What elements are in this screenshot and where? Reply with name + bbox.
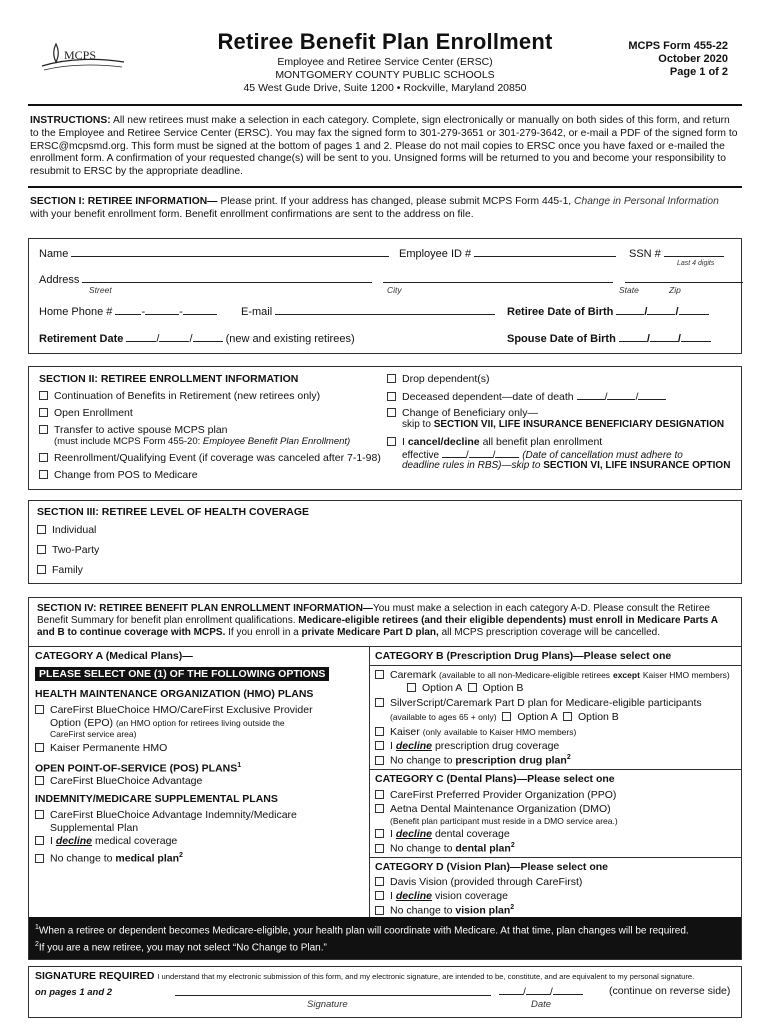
footnote-2-text: If you are a new retiree, you may not select “No Change to Plan.” (38, 942, 327, 954)
signature-statement: I understand that my electronic submission of this form, and my electronic signature, are intended to be, constitute, and are equivalent to my personal signature. (157, 972, 695, 981)
section1-text-b: with your benefit enrollment form. Benefit enrollment confirmations are sent to the address on file. (30, 208, 474, 220)
option-label: Open Enrollment (54, 407, 133, 419)
option-label: Continuation of Benefits in Retirement (new retirees only) (54, 390, 321, 402)
footnote-ref-2: 2 (510, 842, 515, 849)
continuation-option[interactable] (39, 390, 320, 403)
pos-to-medicare-option[interactable] (39, 469, 198, 482)
drop-dependent-option[interactable] (387, 373, 490, 386)
section4-intro-a: You must make a selection in each category A-D. Please consult the Retiree Benefit Summary for benefit plan enrollment qualifications. (37, 603, 710, 626)
slash: / (549, 986, 553, 998)
caremark-note-a: (available to all non-Medicare-eligible retirees (439, 670, 611, 680)
instructions-divider (28, 186, 742, 188)
section4-box (28, 597, 742, 960)
no-change-dental-option[interactable] (375, 842, 515, 856)
form-title: Retiree Benefit Plan Enrollment (217, 29, 553, 54)
form-date: October 2020 (658, 53, 728, 65)
decline-rx-option[interactable] (375, 740, 559, 753)
cat-c-top-divider (369, 769, 741, 770)
no-change-rx-option[interactable] (375, 754, 571, 768)
ret-slash-2: / (189, 333, 193, 345)
checkbox[interactable] (375, 804, 384, 813)
option-label: Drop dependent(s) (402, 373, 490, 385)
indemnity-option[interactable] (35, 809, 297, 822)
option-label: Individual (52, 524, 97, 536)
slash: / (523, 986, 526, 998)
category-grid (29, 646, 741, 917)
carefirst-advantage-option[interactable] (35, 775, 202, 788)
option-label: Kaiser (390, 726, 420, 738)
two-party-option[interactable] (37, 544, 99, 557)
checkbox[interactable] (39, 391, 48, 400)
section1-box (28, 238, 742, 354)
logo-text: MCPS (64, 48, 97, 62)
slash: / (635, 391, 639, 403)
epo-note: (an HMO option for retirees living outside the (115, 718, 285, 728)
kaiser-rx-option[interactable] (375, 726, 576, 739)
section1-text-a: Please print. If your address has changed, please submit MCPS Form 445-1, (220, 196, 572, 207)
date-field[interactable] (499, 985, 583, 999)
checkbox[interactable] (35, 743, 44, 752)
option-label: CareFirst BlueChoice HMO/CareFirst Exclusive Provider (50, 704, 313, 716)
spouse-dob-field[interactable] (507, 332, 711, 347)
footnote-1-num: 1 (35, 924, 39, 931)
ppo-option[interactable] (375, 789, 616, 802)
org-address: 45 West Gude Drive, Suite 1200 • Rockville, Maryland 20850 (243, 81, 527, 94)
reenrollment-option[interactable] (39, 452, 381, 465)
section1-intro (30, 196, 740, 222)
option-label: Davis Vision (provided through CareFirst) (390, 876, 583, 888)
checkbox[interactable] (375, 756, 384, 765)
option-label: Reenrollment/Qualifying Event (if coverage was canceled after 7-1-98) (54, 452, 381, 464)
davis-option[interactable] (375, 876, 582, 889)
checkbox[interactable] (375, 877, 384, 886)
section1-form-ref: Change in Personal Information (574, 196, 719, 207)
family-option[interactable] (37, 564, 83, 577)
footnote-1-text: When a retiree or dependent becomes Medicare-eligible, your health plan will coordinate with Medicare. At that time, plan changes will be required. (38, 925, 689, 937)
cat-b-divider (369, 665, 741, 666)
org-name: Employee and Retiree Service Center (ERSC) (277, 55, 493, 68)
decline-i: I (390, 740, 393, 752)
vision-coverage: vision coverage (434, 890, 508, 902)
indemnity-cont: Supplemental Plan (50, 822, 139, 834)
hmo-heading: HEALTH MAINTENANCE ORGANIZATION (HMO) PLANS (35, 688, 314, 700)
checkbox[interactable] (375, 829, 384, 838)
footnote-ref-2: 2 (510, 904, 515, 911)
footnote-2-num: 2 (35, 941, 39, 949)
section4-intro-b: If you enroll in a (228, 627, 299, 638)
continue-note: (continue on reverse side) (609, 985, 731, 997)
checkbox[interactable] (387, 408, 396, 417)
footnotes (29, 917, 741, 959)
checkbox[interactable] (375, 790, 384, 799)
effective-label: effective (402, 450, 440, 461)
checkbox[interactable] (35, 836, 44, 845)
caremark-note-b: Kaiser HMO members) (642, 670, 730, 680)
retirement-note: (new and existing retirees) (225, 333, 355, 345)
checkbox[interactable] (407, 683, 416, 692)
option-b-label: Option B (577, 711, 619, 723)
checkbox[interactable] (375, 844, 384, 853)
instructions-text: All new retirees must make a selection in each category. Complete, sign electronically or manually on both sides of this form, and return to the Employee and Retiree Service Center (ERSC). You may fax the signed form to 301-279-3651 or 301-279-3642, or e-mail a PDF of the signed form to ERSC@mcpsmd.org. This form must be signed at the bottom of pages 1 and 2. Please do not mail copies to ERSC once you have faxed or e-mailed the enrollment form. A confirmation of your requested change(s) will be sent to you. Unsigned forms will be returned to you and become your responsibility to resubmit to ERSC by the appropriate deadline. (30, 115, 738, 178)
retirement-date-label: Retirement Date (39, 333, 124, 345)
no-change-vision-option[interactable] (375, 904, 514, 918)
checkbox[interactable] (387, 374, 396, 383)
state-sub: State (619, 285, 639, 295)
signature-box (28, 966, 742, 1018)
caremark-option[interactable] (375, 669, 730, 682)
dental-coverage: dental coverage (434, 828, 510, 840)
decline-i: I (390, 828, 393, 840)
carefirst-epo-option[interactable] (35, 704, 313, 717)
dmo-option[interactable] (375, 803, 611, 816)
section1-label: SECTION I: RETIREE INFORMATION— (30, 196, 218, 207)
option-label: Family (52, 564, 83, 576)
signature-label: SIGNATURE REQUIRED (35, 970, 155, 982)
spouse-dob-label: Spouse Date of Birth (507, 333, 616, 345)
vision-plan: vision plan (455, 904, 511, 917)
category-divider (369, 647, 370, 918)
name-label: Name (39, 248, 69, 260)
checkbox[interactable] (39, 453, 48, 462)
open-enrollment-option[interactable] (39, 407, 133, 420)
signature-line[interactable] (175, 995, 491, 996)
checkbox[interactable] (39, 408, 48, 417)
cancel-skip (402, 460, 730, 473)
caremark-options (407, 682, 523, 695)
section4-intro-bold2: private Medicare Part D plan, (301, 627, 439, 638)
option-label: Transfer to active spouse MCPS plan (54, 424, 228, 436)
category-d-title: CATEGORY D (Vision Plan)—Please select one (375, 861, 609, 873)
cancel-i: I (402, 436, 405, 448)
checkbox[interactable] (39, 425, 48, 434)
medical-plan: medical plan (115, 852, 179, 865)
header-divider (28, 104, 742, 106)
option-label: CareFirst BlueChoice Advantage (50, 775, 203, 787)
medical-coverage: medical coverage (94, 835, 178, 847)
instructions-label: INSTRUCTIONS: (30, 115, 111, 126)
footnote-1 (35, 921, 735, 938)
decline-word: decline (55, 835, 93, 847)
district-name: MONTGOMERY COUNTY PUBLIC SCHOOLS (275, 68, 495, 81)
street-sub: Street (89, 285, 112, 295)
no-change-text: No change to (390, 754, 453, 767)
kaiser-note-b: available to Kaiser HMO members) (444, 727, 577, 737)
dob-slash-2: / (675, 306, 679, 318)
decline-vision-option[interactable] (375, 890, 508, 903)
option-label: SilverScript/Caremark Part D plan for Medicare-eligible participants (390, 697, 702, 709)
address-label: Address (39, 274, 80, 286)
checkbox[interactable] (387, 437, 396, 446)
individual-option[interactable] (37, 524, 96, 537)
kaiser-hmo-option[interactable] (35, 742, 167, 755)
decline-word: decline (395, 740, 433, 752)
option-label: CareFirst BlueChoice Advantage Indemnity/Medicare (50, 809, 297, 821)
no-change-medical-option[interactable] (35, 852, 183, 866)
retirement-date-field[interactable] (39, 332, 355, 347)
option-label: Change from POS to Medicare (54, 469, 198, 481)
footnote-2 (35, 938, 735, 955)
footnote-ref-2: 2 (179, 852, 183, 859)
cancel-text: all benefit plan enrollment (482, 436, 603, 448)
checkbox[interactable] (37, 565, 46, 574)
epo-note-2: CareFirst service area) (50, 729, 137, 739)
checkbox[interactable] (375, 891, 384, 900)
option-label: Two-Party (52, 544, 100, 556)
cancel-decline: cancel/decline (407, 436, 480, 448)
checkbox[interactable] (35, 705, 44, 714)
phone-dash-1: - (141, 306, 146, 318)
transfer-note (54, 436, 350, 448)
checkbox[interactable] (35, 810, 44, 819)
option-label: Deceased dependent—date of death (402, 391, 574, 403)
category-b-title: CATEGORY B (Prescription Drug Plans)—Please select one (375, 650, 672, 662)
transfer-note-a: (must include MCPS Form 455-20: (54, 436, 201, 447)
dental-plan: dental plan (455, 842, 511, 855)
deceased-option[interactable] (387, 390, 666, 404)
indemnity-heading: INDEMNITY/MEDICARE SUPPLEMENTAL PLANS (35, 793, 278, 805)
checkbox[interactable] (35, 776, 44, 785)
pos-heading-text: OPEN POINT-OF-SERVICE (POS) PLANS (35, 762, 238, 775)
option-label: CareFirst Preferred Provider Organization (PPO) (390, 789, 617, 801)
option-a-label: Option A (422, 682, 462, 694)
email-field[interactable] (241, 305, 495, 320)
date-caption: Date (531, 999, 552, 1010)
name-field[interactable] (39, 247, 389, 262)
checkbox[interactable] (375, 698, 384, 707)
sdob-slash-2: / (677, 333, 681, 345)
no-change-text: No change to (390, 842, 453, 855)
no-change-text: No change to (390, 904, 453, 917)
slash: / (492, 450, 496, 461)
select-one-text: PLEASE SELECT ONE (1) OF THE FOLLOWING OPTIONS (35, 667, 329, 681)
caremark-except: except (612, 670, 640, 680)
instructions (30, 115, 740, 179)
rx-plan: prescription drug plan (455, 754, 567, 767)
ssn-label: SSN # (629, 248, 661, 260)
option-label: Aetna Dental Maintenance Organization (DMO) (390, 803, 611, 815)
checkbox[interactable] (375, 906, 384, 915)
checkbox[interactable] (387, 392, 396, 401)
decline-word: decline (395, 828, 433, 840)
slash: / (465, 450, 469, 461)
section3-box (28, 500, 742, 584)
dmo-note: (Benefit plan participant must reside in a DMO service area.) (390, 816, 618, 826)
cancel-note: (Date of cancellation must adhere to (522, 450, 683, 461)
skip-section-vii: SECTION VII, LIFE INSURANCE BENEFICIARY DESIGNATION (433, 419, 725, 430)
silverscript-sub (390, 711, 619, 724)
decline-dental-option[interactable] (375, 828, 510, 841)
decline-medical-option[interactable] (35, 835, 177, 848)
checkbox[interactable] (502, 712, 511, 721)
decline-word: decline (395, 890, 433, 902)
checkbox[interactable] (37, 525, 46, 534)
section4-intro (37, 603, 735, 639)
page-number: Page 1 of 2 (669, 66, 728, 78)
checkbox[interactable] (468, 683, 477, 692)
decline-i: I (50, 835, 53, 847)
kaiser-note-a: (only (422, 727, 442, 737)
mcps-logo (38, 40, 128, 72)
checkbox[interactable] (375, 670, 384, 679)
dob-field[interactable] (507, 305, 709, 320)
home-phone-field[interactable] (39, 305, 217, 320)
skip-section-vi: SECTION VI, LIFE INSURANCE OPTION (543, 460, 731, 471)
employee-id-label: Employee ID # (399, 248, 472, 260)
option-a-label: Option A (517, 711, 558, 723)
zip-sub: Zip (669, 285, 681, 295)
section4-intro-bold: Medicare-eligible retirees (and their eligible dependents) must enroll in Medicare Parts A and B to continue coverage with MCPS. (37, 615, 718, 638)
sdob-slash-1: / (646, 333, 650, 345)
silverscript-note: (available to ages 65 + only) (390, 712, 497, 722)
category-c-title: CATEGORY C (Dental Plans)—Please select one (375, 773, 615, 785)
checkbox[interactable] (35, 854, 44, 863)
section3-title: SECTION III: RETIREE LEVEL OF HEALTH COVERAGE (37, 506, 310, 518)
transfer-note-b: Employee Benefit Plan Enrollment) (202, 436, 351, 447)
beneficiary-skip (402, 419, 724, 432)
option-b-label: Option B (482, 682, 524, 694)
form-number: MCPS Form 455-22 (628, 40, 728, 52)
phone-dash-2: - (179, 306, 183, 318)
mcps-logo-mark (38, 40, 128, 72)
cat-d-top-divider (369, 857, 741, 858)
dob-label: Retiree Date of Birth (507, 306, 614, 318)
category-a-title: CATEGORY A (Medical Plans)— (35, 650, 193, 662)
signature-caption: Signature (307, 999, 348, 1010)
cancel-note-2: deadline rules in RBS)—skip to (402, 460, 541, 471)
dob-slash-1: / (644, 306, 648, 318)
option-label: Kaiser Permanente HMO (50, 742, 168, 754)
city-sub: City (387, 285, 402, 295)
form-number-block (628, 40, 728, 79)
no-change-text: No change to (50, 852, 113, 865)
employee-id-field[interactable] (399, 247, 616, 262)
option-label: Caremark (390, 669, 437, 681)
pos-footnote-ref: 1 (237, 762, 242, 769)
section2-title: SECTION II: RETIREE ENROLLMENT INFORMATION (39, 373, 299, 385)
checkbox[interactable] (563, 712, 572, 721)
section2-box (28, 366, 742, 490)
section4-title: SECTION IV: RETIREE BENEFIT PLAN ENROLLMENT INFORMATION— (37, 603, 373, 614)
footnote-ref-2: 2 (566, 754, 571, 761)
rx-coverage: prescription drug coverage (434, 740, 560, 752)
checkbox[interactable] (375, 741, 384, 750)
epo-label: Option (EPO) (50, 717, 114, 729)
skip-to: skip to (402, 419, 431, 430)
signature-header (35, 970, 694, 983)
select-one-banner (35, 668, 329, 681)
decline-i: I (390, 890, 393, 902)
section4-intro-c: all MCPS prescription coverage will be cancelled. (441, 627, 661, 638)
ssn-note: Last 4 digits (677, 260, 715, 267)
option-label: Change of Beneficiary only— (402, 407, 538, 419)
signature-pages: on pages 1 and 2 (35, 987, 113, 998)
email-label: E-mail (241, 306, 273, 318)
checkbox[interactable] (37, 545, 46, 554)
checkbox[interactable] (39, 470, 48, 479)
form-title-block (180, 28, 590, 95)
home-phone-label: Home Phone # (39, 306, 113, 318)
ret-slash-1: / (156, 333, 160, 345)
slash: / (604, 391, 608, 403)
checkbox[interactable] (375, 727, 384, 736)
pos-heading (35, 762, 241, 776)
silverscript-option[interactable] (375, 697, 702, 710)
